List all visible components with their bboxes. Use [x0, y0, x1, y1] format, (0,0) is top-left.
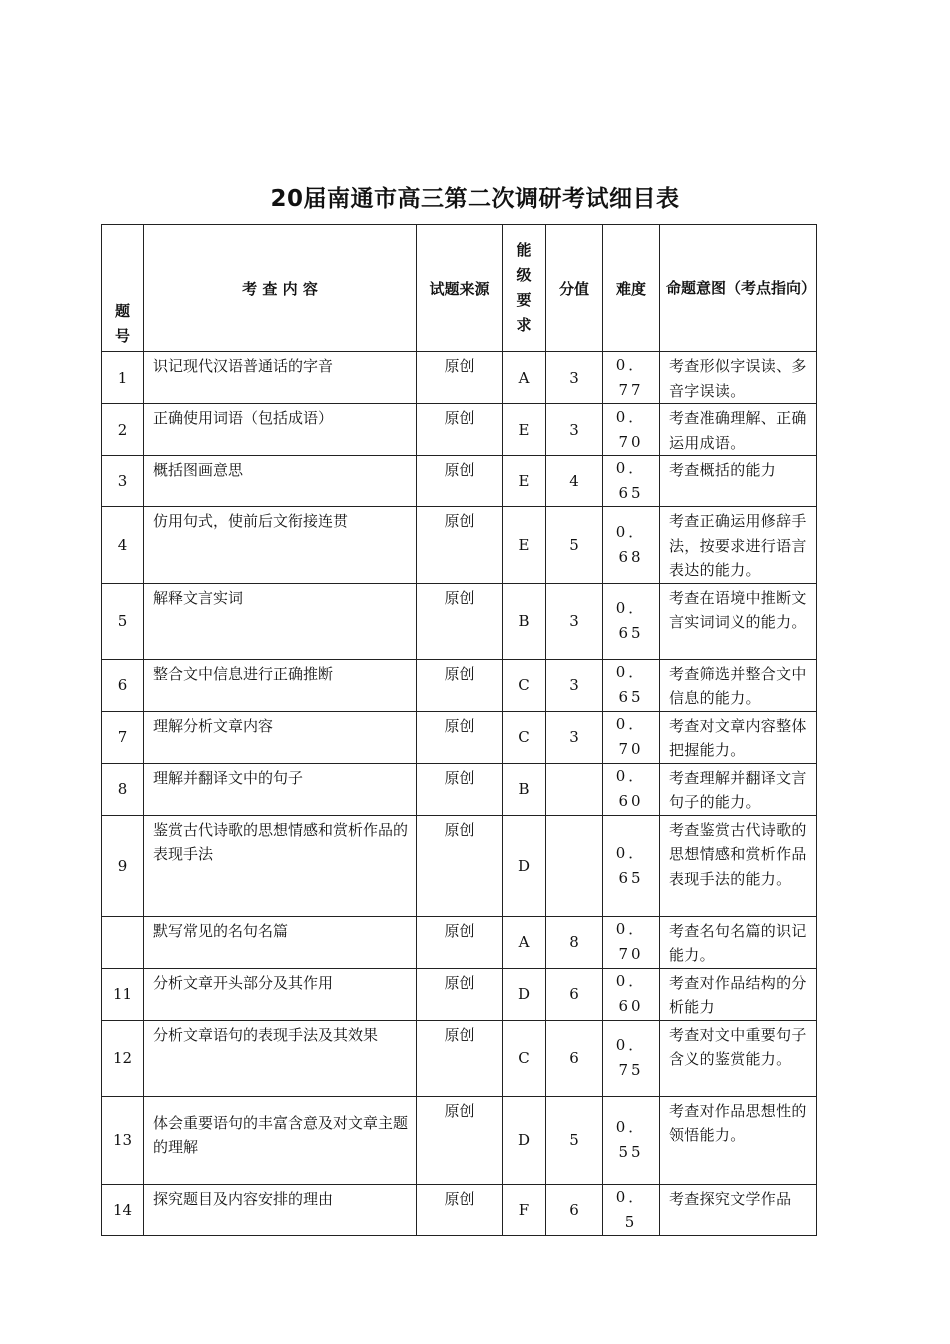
row-level: E	[503, 404, 546, 456]
exam-spec-table	[101, 224, 817, 1236]
row-intent: 考查准确理解、正确运用成语。	[660, 404, 817, 456]
table-row	[102, 1096, 817, 1184]
row-difficulty: 0．55	[603, 1096, 660, 1184]
row-number: 6	[102, 659, 144, 711]
row-score: 4	[546, 456, 603, 507]
row-source: 原创	[417, 1184, 503, 1235]
table-row	[102, 815, 817, 916]
row-intent: 考查理解并翻译文言句子的能力。	[660, 763, 817, 815]
row-source: 原创	[417, 507, 503, 584]
row-source: 原创	[417, 968, 503, 1020]
row-score: 5	[546, 1096, 603, 1184]
table-row	[102, 763, 817, 815]
row-difficulty: 0．77	[603, 352, 660, 404]
row-content: 体会重要语句的丰富含意及对文章主题的理解	[144, 1096, 417, 1184]
row-content: 探究题目及内容安排的理由	[144, 1184, 417, 1235]
table-row	[102, 711, 817, 763]
row-level: B	[503, 583, 546, 659]
row-content: 识记现代汉语普通话的字音	[144, 352, 417, 404]
row-score: 8	[546, 916, 603, 968]
row-level: A	[503, 916, 546, 968]
row-content: 理解并翻译文中的句子	[144, 763, 417, 815]
row-content: 分析文章开头部分及其作用	[144, 968, 417, 1020]
row-intent: 考查鉴赏古代诗歌的思想情感和赏析作品表现手法的能力。	[660, 815, 817, 916]
row-score: 6	[546, 1184, 603, 1235]
row-number: 3	[102, 456, 144, 507]
row-difficulty: 0．65	[603, 659, 660, 711]
row-content: 分析文章语句的表现手法及其效果	[144, 1020, 417, 1096]
row-content: 概括图画意思	[144, 456, 417, 507]
row-level: D	[503, 968, 546, 1020]
row-intent: 考查对文中重要句子含义的鉴赏能力。	[660, 1020, 817, 1096]
row-number: 14	[102, 1184, 144, 1235]
row-difficulty: 0．75	[603, 1020, 660, 1096]
row-source: 原创	[417, 659, 503, 711]
header-content: 考 查 内 容	[144, 225, 417, 352]
header-source: 试题来源	[417, 225, 503, 352]
row-content: 鉴赏古代诗歌的思想情感和赏析作品的表现手法	[144, 815, 417, 916]
row-score: 3	[546, 711, 603, 763]
row-intent: 考查探究文学作品	[660, 1184, 817, 1235]
row-difficulty: 0．70	[603, 404, 660, 456]
table-row	[102, 1184, 817, 1235]
row-score: 5	[546, 507, 603, 584]
row-level: F	[503, 1184, 546, 1235]
table-row	[102, 456, 817, 507]
row-difficulty: 0．70	[603, 916, 660, 968]
row-difficulty: 0．70	[603, 711, 660, 763]
row-source: 原创	[417, 763, 503, 815]
row-intent: 考查在语境中推断文言实词词义的能力。	[660, 583, 817, 659]
row-number: 12	[102, 1020, 144, 1096]
row-level: E	[503, 507, 546, 584]
row-intent: 考查概括的能力	[660, 456, 817, 507]
row-source: 原创	[417, 1096, 503, 1184]
row-level: E	[503, 456, 546, 507]
row-level: A	[503, 352, 546, 404]
row-score: 3	[546, 659, 603, 711]
row-difficulty: 0．60	[603, 968, 660, 1020]
row-number: 7	[102, 711, 144, 763]
header-number: 题号	[102, 225, 144, 352]
table-row	[102, 659, 817, 711]
row-level: D	[503, 815, 546, 916]
row-content: 理解分析文章内容	[144, 711, 417, 763]
row-intent: 考查对作品思想性的领悟能力。	[660, 1096, 817, 1184]
row-number: 9	[102, 815, 144, 916]
row-number	[102, 916, 144, 968]
row-intent: 考查筛选并整合文中信息的能力。	[660, 659, 817, 711]
row-intent: 考查对作品结构的分析能力	[660, 968, 817, 1020]
row-source: 原创	[417, 916, 503, 968]
row-difficulty: 0．65	[603, 815, 660, 916]
row-source: 原创	[417, 815, 503, 916]
row-intent: 考查名句名篇的识记能力。	[660, 916, 817, 968]
row-content: 正确使用词语（包括成语）	[144, 404, 417, 456]
header-intent: 命题意图（考点指向）	[660, 225, 817, 352]
row-score: 3	[546, 352, 603, 404]
table-row	[102, 968, 817, 1020]
header-score: 分值	[546, 225, 603, 352]
table-row	[102, 583, 817, 659]
page-title: 20届南通市高三第二次调研考试细目表	[270, 186, 680, 212]
row-difficulty: 0．5	[603, 1184, 660, 1235]
table-row	[102, 404, 817, 456]
row-number: 1	[102, 352, 144, 404]
row-content: 解释文言实词	[144, 583, 417, 659]
row-source: 原创	[417, 1020, 503, 1096]
row-score	[546, 763, 603, 815]
row-number: 8	[102, 763, 144, 815]
header-level: 能级要求	[503, 225, 546, 352]
row-number: 2	[102, 404, 144, 456]
row-difficulty: 0．65	[603, 456, 660, 507]
row-level: D	[503, 1096, 546, 1184]
row-score: 6	[546, 1020, 603, 1096]
row-score: 3	[546, 583, 603, 659]
row-content: 整合文中信息进行正确推断	[144, 659, 417, 711]
header-difficulty: 难度	[603, 225, 660, 352]
row-intent: 考查形似字误读、多音字误读。	[660, 352, 817, 404]
row-level: C	[503, 1020, 546, 1096]
row-level: C	[503, 659, 546, 711]
table-row	[102, 352, 817, 404]
row-source: 原创	[417, 456, 503, 507]
row-level: C	[503, 711, 546, 763]
table-row	[102, 1020, 817, 1096]
row-number: 5	[102, 583, 144, 659]
row-difficulty: 0．65	[603, 583, 660, 659]
row-source: 原创	[417, 583, 503, 659]
row-intent: 考查对文章内容整体把握能力。	[660, 711, 817, 763]
row-difficulty: 0．68	[603, 507, 660, 584]
row-source: 原创	[417, 404, 503, 456]
row-source: 原创	[417, 352, 503, 404]
row-source: 原创	[417, 711, 503, 763]
row-score	[546, 815, 603, 916]
row-number: 11	[102, 968, 144, 1020]
row-number: 4	[102, 507, 144, 584]
row-score: 6	[546, 968, 603, 1020]
row-score: 3	[546, 404, 603, 456]
row-intent: 考查正确运用修辞手法，按要求进行语言表达的能力。	[660, 507, 817, 584]
row-difficulty: 0．60	[603, 763, 660, 815]
table-row	[102, 916, 817, 968]
table-row	[102, 507, 817, 584]
row-number: 13	[102, 1096, 144, 1184]
header-row	[102, 225, 817, 352]
row-content: 仿用句式，使前后文衔接连贯	[144, 507, 417, 584]
row-content: 默写常见的名句名篇	[144, 916, 417, 968]
row-level: B	[503, 763, 546, 815]
